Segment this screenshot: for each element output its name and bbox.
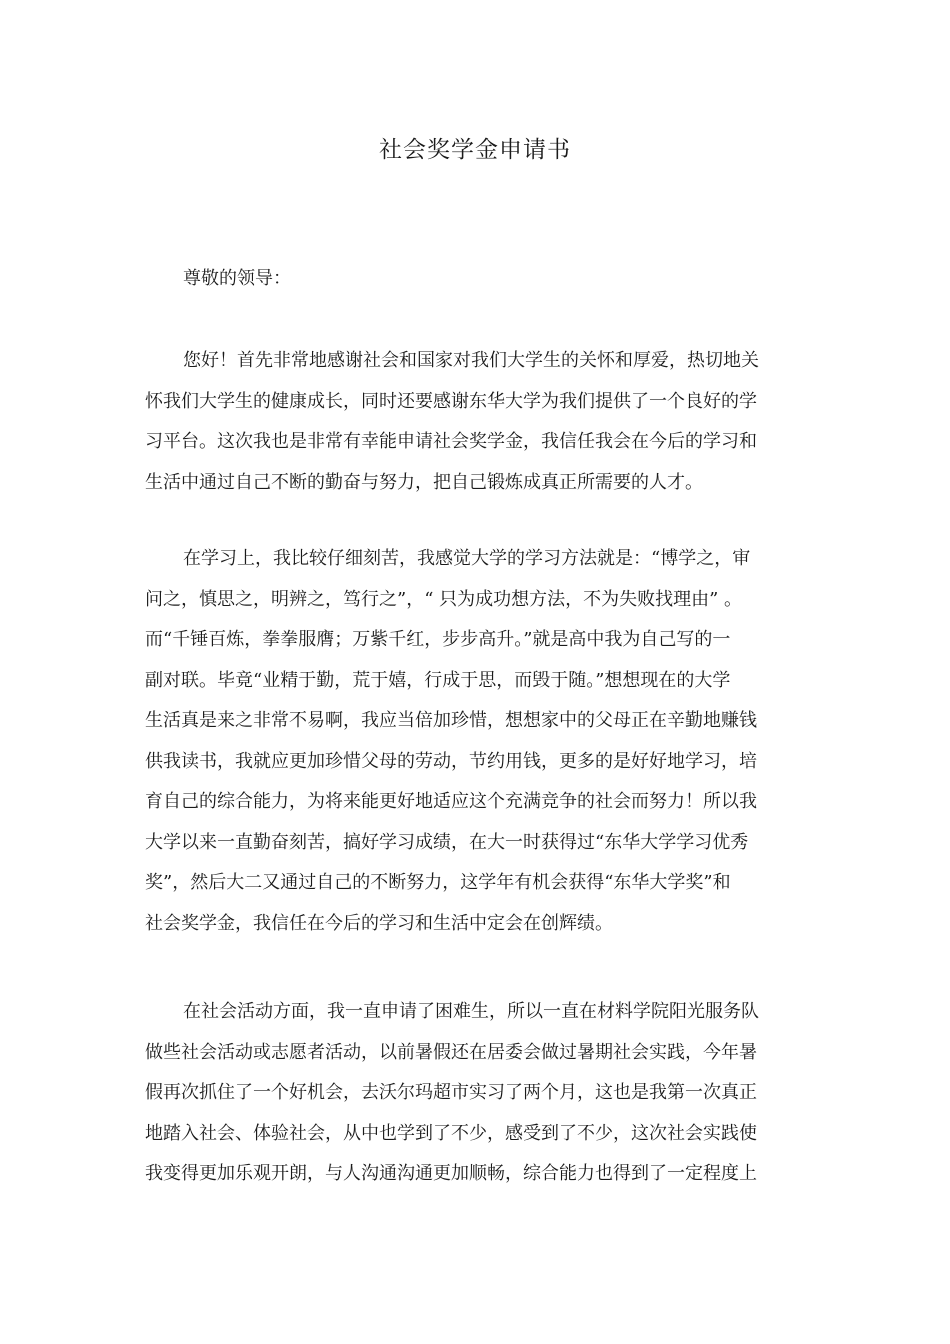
paragraph-line: 问之，慎思之，明辨之，笃行之”，“ 只为成功想方法，不为失败找理由” 。 — [145, 588, 743, 610]
paragraph-line: 育自己的综合能力，为将来能更好地适应这个充满竞争的社会而努力！所以我 — [145, 791, 757, 812]
paragraph-line: 生活中通过自己不断的勤奋与努力，把自己锻炼成真正所需要的人才。 — [145, 471, 703, 493]
paragraph-line: 地踏入社会、体验社会，从中也学到了不少，感受到了不少，这次社会实践使 — [145, 1122, 757, 1144]
paragraph-line: 奖”，然后大二又通过自己的不断努力，这学年有机会获得“东华大学奖”和 — [145, 872, 731, 893]
paragraph-line: 我变得更加乐观开朗，与人沟通沟通更加顺畅，综合能力也得到了一定程度上 — [145, 1163, 757, 1184]
paragraph-line: 做些社会活动或志愿者活动，以前暑假还在居委会做过暑期社会实践，今年暑 — [145, 1041, 757, 1063]
paragraph-social-activities — [145, 992, 805, 1195]
paragraph-line: 而“千锤百炼，拳拳服膺；万紫千红，步步高升。”就是高中我为自己写的一 — [145, 629, 731, 650]
paragraph-gratitude — [145, 341, 805, 503]
paragraph-line: 在社会活动方面，我一直申请了困难生，所以一直在材料学院阳光服务队 — [183, 1001, 759, 1022]
paragraph-line: 在学习上，我比较仔细刻苦，我感觉大学的学习方法就是：“博学之，审 — [183, 548, 751, 569]
paragraph-line: 副对联。毕竟“业精于勤，荒于嬉，行成于思，而毁于随。”想想现在的大学 — [145, 669, 731, 691]
document-title: 社会奖学金申请书 — [379, 137, 571, 163]
paragraph-line: 假再次抓住了一个好机会，去沃尔玛超市实习了两个月，这也是我第一次真正 — [145, 1082, 757, 1103]
paragraph-line: 习平台。这次我也是非常有幸能申请社会奖学金，我信任我会在今后的学习和 — [145, 431, 757, 452]
paragraph-study — [145, 539, 805, 944]
greeting-text: 尊敬的领导： — [183, 268, 291, 289]
paragraph-line: 大学以来一直勤奋刻苦，搞好学习成绩，在大一时获得过“东华大学学习优秀 — [145, 831, 749, 853]
paragraph-line: 您好！首先非常地感谢社会和国家对我们大学生的关怀和厚爱，热切地关 — [183, 350, 759, 371]
paragraph-line: 供我读书，我就应更加珍惜父母的劳动，节约用钱，更多的是好好地学习，培 — [145, 750, 757, 772]
paragraph-line: 社会奖学金，我信任在今后的学习和生活中定会在创辉绩。 — [145, 912, 613, 934]
paragraph-line: 生活真是来之非常不易啊，我应当倍加珍惜，想想家中的父母正在辛勤地赚钱 — [145, 710, 757, 731]
paragraph-line: 怀我们大学生的健康成长，同时还要感谢东华大学为我们提供了一个良好的学 — [145, 390, 757, 412]
